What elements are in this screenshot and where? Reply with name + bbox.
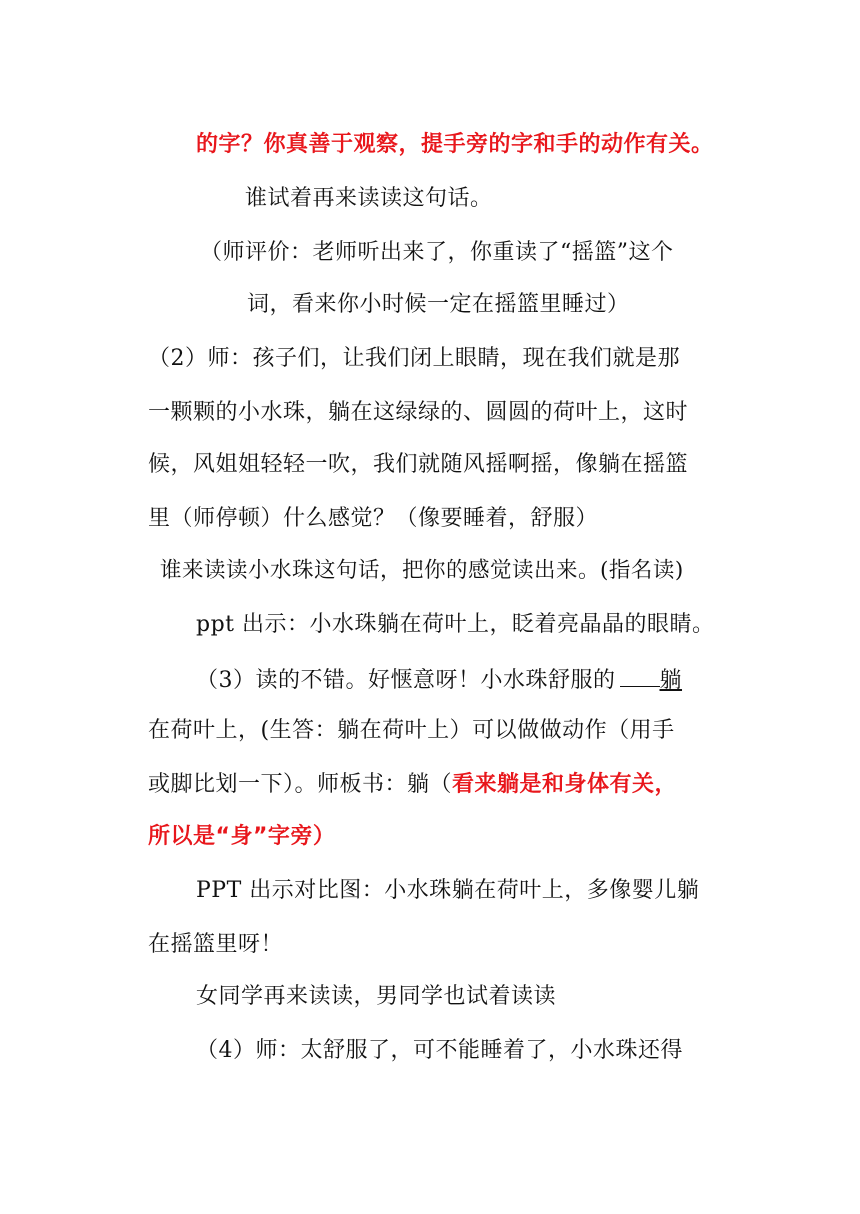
text-line-1: 的字？你真善于观察，提手旁的字和手的动作有关。 (196, 132, 714, 157)
text-line-13 (148, 770, 677, 800)
fill-blank (620, 664, 660, 687)
text-line-11-main: （3）读的不错。好惬意呀！小水珠舒服的 (196, 668, 616, 693)
text-line-12: 在荷叶上，(生答：躺在荷叶上）可以做做动作（用手 (148, 718, 675, 743)
text-line-16: 在摇篮里呀！ (148, 932, 284, 957)
text-line-17: 女同学再来读读，男同学也试着读读 (196, 984, 557, 1009)
text-line-10: ppt 出示：小水珠躺在荷叶上，眨着亮晶晶的眼睛。 (196, 612, 715, 637)
text-line-13-main: 或脚比划一下）。师板书：躺（ (148, 772, 453, 797)
underlined-word: 躺 (659, 668, 683, 693)
text-line-5: （2）师：孩子们，让我们闭上眼睛，现在我们就是那 (148, 346, 680, 371)
text-line-7: 候，风姐姐轻轻一吹，我们就随风摇啊摇，像躺在摇篮 (148, 452, 689, 477)
text-line-3: （师评价：老师听出来了，你重读了“摇篮”这个 (200, 240, 674, 265)
text-line-18: （4）师：太舒服了，可不能睡着了，小水珠还得 (196, 1038, 683, 1063)
text-line-2: 谁试着再来读读这句话。 (245, 186, 493, 211)
text-line-13-highlight: 看来躺是和身体有关， (452, 772, 678, 797)
text-line-14: 所以是“身”字旁） (148, 824, 336, 849)
text-line-6: 一颗颗的小水珠，躺在这绿绿的、圆圆的荷叶上，这时 (148, 400, 689, 425)
text-line-8: 里（师停顿）什么感觉？（像要睡着，舒服） (148, 506, 599, 531)
text-line-15: PPT 出示对比图：小水珠躺在荷叶上，多像婴儿躺 (196, 878, 700, 903)
text-line-9: 谁来读读小水珠这句话，把你的感觉读出来。(指名读) (160, 558, 684, 583)
text-line-11 (196, 664, 682, 696)
text-line-4: 词，看来你小时候一定在摇篮里睡过） (247, 292, 630, 317)
